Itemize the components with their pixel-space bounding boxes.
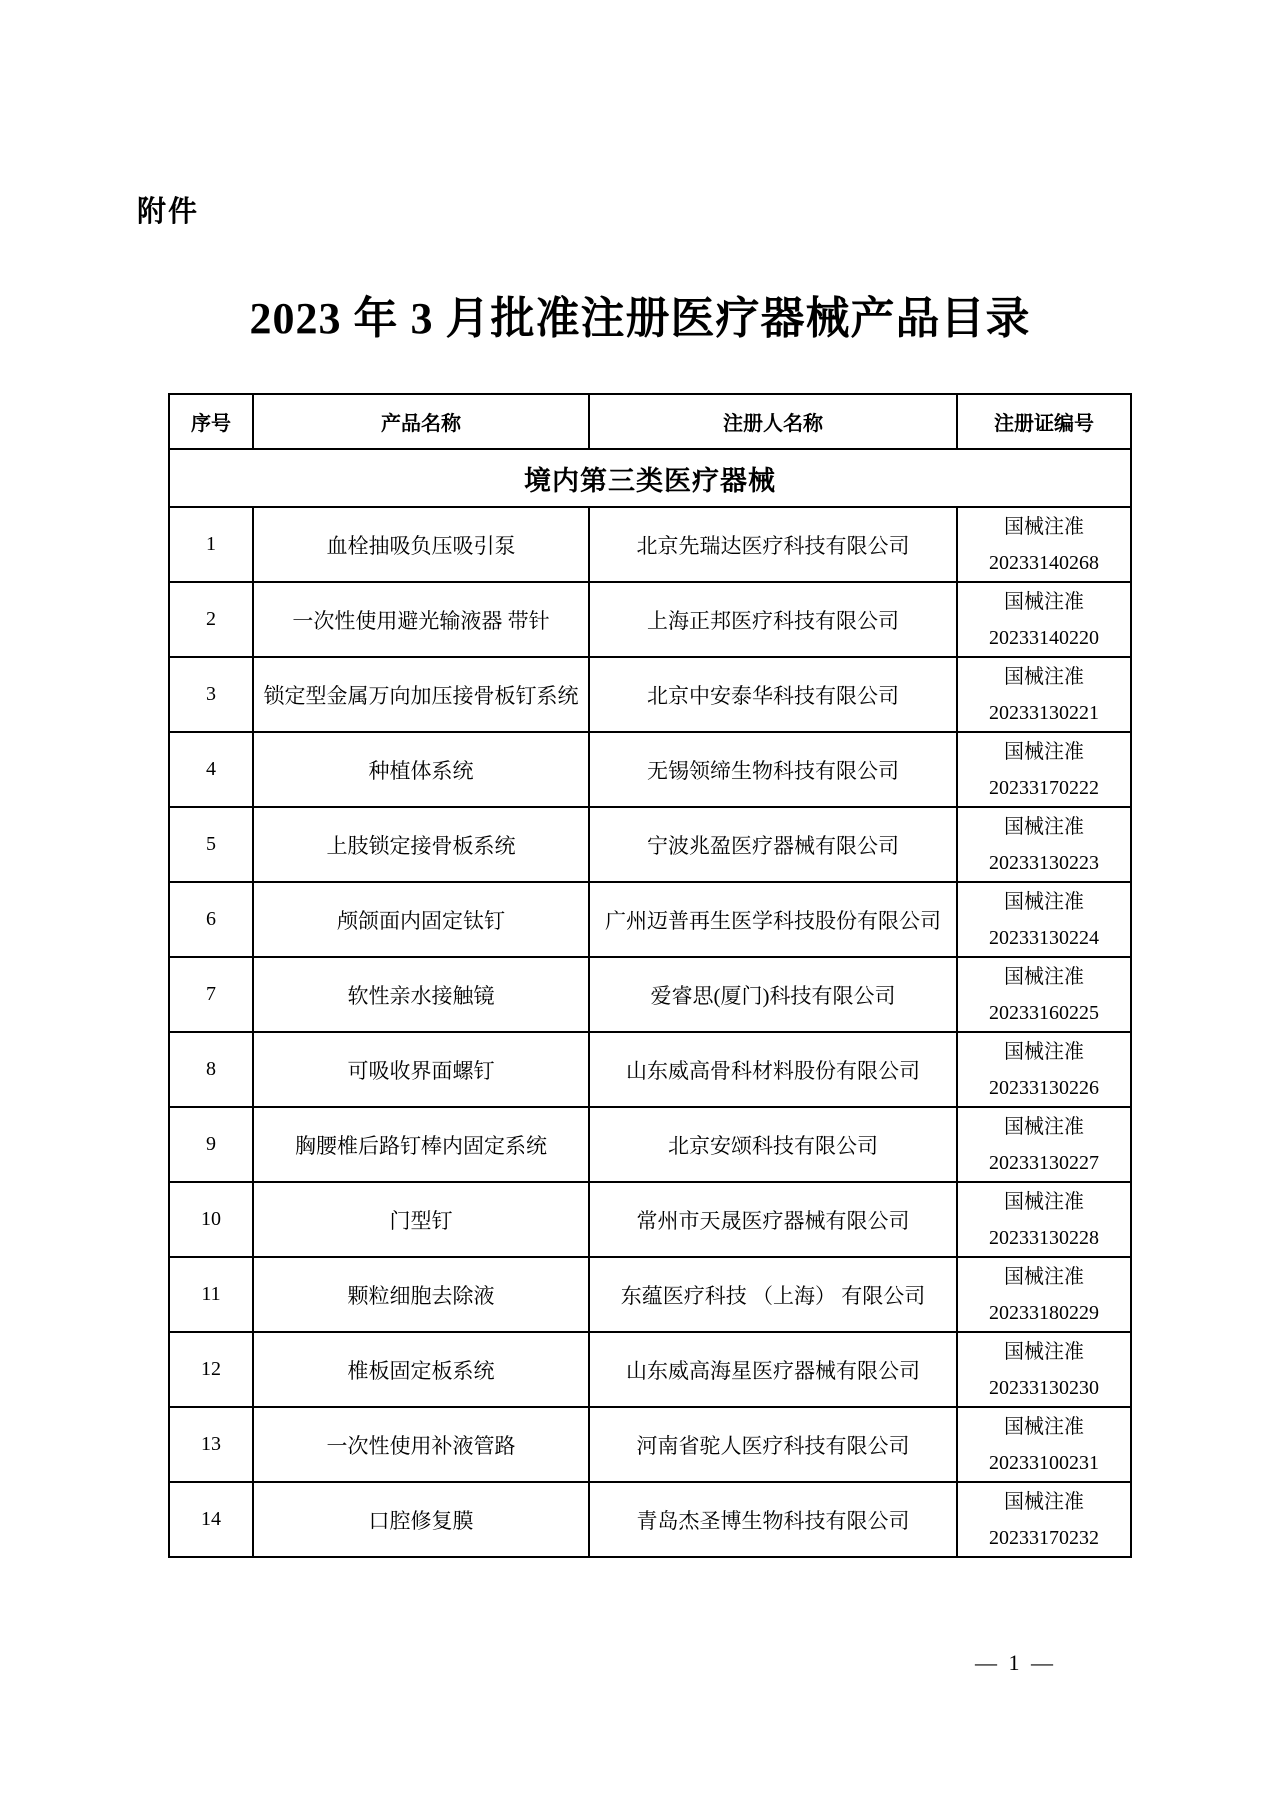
cert-number: 20233100231 <box>989 1451 1099 1474</box>
cert-number: 20233140268 <box>989 551 1099 574</box>
cell-seq: 7 <box>169 957 253 1032</box>
cert-number: 20233160225 <box>989 1001 1099 1024</box>
cell-product: 血栓抽吸负压吸引泵 <box>253 507 589 582</box>
table-row <box>169 882 1131 957</box>
cell-cert <box>957 507 1131 582</box>
section-title: 境内第三类医疗器械 <box>169 449 1131 507</box>
table-row <box>169 1407 1131 1482</box>
cell-registrant: 广州迈普再生医学科技股份有限公司 <box>589 882 957 957</box>
cell-seq: 3 <box>169 657 253 732</box>
cell-cert <box>957 732 1131 807</box>
device-catalog-table <box>168 393 1132 1558</box>
cell-product: 门型钉 <box>253 1182 589 1257</box>
cell-product: 颅颌面内固定钛钉 <box>253 882 589 957</box>
cert-number: 20233130226 <box>989 1076 1099 1099</box>
cert-prefix: 国械注准 <box>1004 1340 1084 1363</box>
cell-cert <box>957 657 1131 732</box>
cert-prefix: 国械注准 <box>1004 590 1084 613</box>
cert-prefix: 国械注准 <box>1004 965 1084 988</box>
table-row <box>169 1257 1131 1332</box>
cell-cert <box>957 1032 1131 1107</box>
cell-product: 种植体系统 <box>253 732 589 807</box>
cell-seq: 8 <box>169 1032 253 1107</box>
cert-number: 20233140220 <box>989 626 1099 649</box>
cell-product: 椎板固定板系统 <box>253 1332 589 1407</box>
cell-cert <box>957 807 1131 882</box>
cell-product: 上肢锁定接骨板系统 <box>253 807 589 882</box>
table-header-row <box>169 394 1131 449</box>
cell-product: 软性亲水接触镜 <box>253 957 589 1032</box>
page-number: — 1 — <box>975 1650 1056 1675</box>
cert-number: 20233130230 <box>989 1376 1099 1399</box>
cell-registrant: 宁波兆盈医疗器械有限公司 <box>589 807 957 882</box>
cell-registrant: 东蕴医疗科技 （上海） 有限公司 <box>589 1257 957 1332</box>
cell-seq: 11 <box>169 1257 253 1332</box>
cell-cert <box>957 582 1131 657</box>
cell-registrant: 北京安颂科技有限公司 <box>589 1107 957 1182</box>
cell-seq: 13 <box>169 1407 253 1482</box>
header-registrant-name: 注册人名称 <box>589 394 957 449</box>
section-row <box>169 449 1131 507</box>
cell-seq: 9 <box>169 1107 253 1182</box>
cell-registrant: 山东威高海星医疗器械有限公司 <box>589 1332 957 1407</box>
cert-prefix: 国械注准 <box>1004 1040 1084 1063</box>
cell-registrant: 常州市天晟医疗器械有限公司 <box>589 1182 957 1257</box>
cell-seq: 2 <box>169 582 253 657</box>
cell-product: 胸腰椎后路钉棒内固定系统 <box>253 1107 589 1182</box>
cell-product: 一次性使用避光输液器 带针 <box>253 582 589 657</box>
cell-registrant: 山东威高骨科材料股份有限公司 <box>589 1032 957 1107</box>
cert-prefix: 国械注准 <box>1004 740 1084 763</box>
table-row <box>169 732 1131 807</box>
table-row <box>169 1332 1131 1407</box>
cell-cert <box>957 1257 1131 1332</box>
cell-seq: 12 <box>169 1332 253 1407</box>
cell-cert <box>957 1332 1131 1407</box>
cell-registrant: 河南省驼人医疗科技有限公司 <box>589 1407 957 1482</box>
cell-registrant: 北京中安泰华科技有限公司 <box>589 657 957 732</box>
cert-prefix: 国械注准 <box>1004 890 1084 913</box>
cell-registrant: 北京先瑞达医疗科技有限公司 <box>589 507 957 582</box>
table-row <box>169 807 1131 882</box>
table-row <box>169 1107 1131 1182</box>
cell-product: 口腔修复膜 <box>253 1482 589 1557</box>
table-row <box>169 1182 1131 1257</box>
cert-prefix: 国械注准 <box>1004 515 1084 538</box>
cell-seq: 14 <box>169 1482 253 1557</box>
cert-number: 20233130221 <box>989 701 1099 724</box>
cell-cert <box>957 1182 1131 1257</box>
table-row <box>169 1482 1131 1557</box>
cell-product: 一次性使用补液管路 <box>253 1407 589 1482</box>
cert-number: 20233130223 <box>989 851 1099 874</box>
cell-registrant: 青岛杰圣博生物科技有限公司 <box>589 1482 957 1557</box>
cert-prefix: 国械注准 <box>1004 1415 1084 1438</box>
cert-prefix: 国械注准 <box>1004 1190 1084 1213</box>
cell-product: 可吸收界面螺钉 <box>253 1032 589 1107</box>
table-row <box>169 1032 1131 1107</box>
cell-cert <box>957 1482 1131 1557</box>
cell-registrant: 上海正邦医疗科技有限公司 <box>589 582 957 657</box>
cell-seq: 4 <box>169 732 253 807</box>
cert-number: 20233130227 <box>989 1151 1099 1174</box>
cert-prefix: 国械注准 <box>1004 665 1084 688</box>
cert-prefix: 国械注准 <box>1004 1490 1084 1513</box>
cert-prefix: 国械注准 <box>1004 815 1084 838</box>
cell-cert <box>957 882 1131 957</box>
cert-prefix: 国械注准 <box>1004 1115 1084 1138</box>
header-cert-number: 注册证编号 <box>957 394 1131 449</box>
cell-seq: 1 <box>169 507 253 582</box>
header-seq: 序号 <box>169 394 253 449</box>
cell-cert <box>957 1107 1131 1182</box>
cell-seq: 5 <box>169 807 253 882</box>
cert-number: 20233170222 <box>989 776 1099 799</box>
cell-seq: 6 <box>169 882 253 957</box>
table-row <box>169 657 1131 732</box>
cell-registrant: 无锡领缔生物科技有限公司 <box>589 732 957 807</box>
attachment-label: 附件 <box>137 196 200 228</box>
cert-prefix: 国械注准 <box>1004 1265 1084 1288</box>
header-product-name: 产品名称 <box>253 394 589 449</box>
cell-cert <box>957 1407 1131 1482</box>
cell-seq: 10 <box>169 1182 253 1257</box>
page-title: 2023 年 3 月批准注册医疗器械产品目录 <box>249 294 1031 343</box>
cell-product: 锁定型金属万向加压接骨板钉系统 <box>253 657 589 732</box>
cert-number: 20233170232 <box>989 1526 1099 1549</box>
table-row <box>169 957 1131 1032</box>
table-row <box>169 582 1131 657</box>
cell-cert <box>957 957 1131 1032</box>
cert-number: 20233180229 <box>989 1301 1099 1324</box>
cell-product: 颗粒细胞去除液 <box>253 1257 589 1332</box>
cell-registrant: 爱睿思(厦门)科技有限公司 <box>589 957 957 1032</box>
table-row <box>169 507 1131 582</box>
cert-number: 20233130224 <box>989 926 1099 949</box>
cert-number: 20233130228 <box>989 1226 1099 1249</box>
